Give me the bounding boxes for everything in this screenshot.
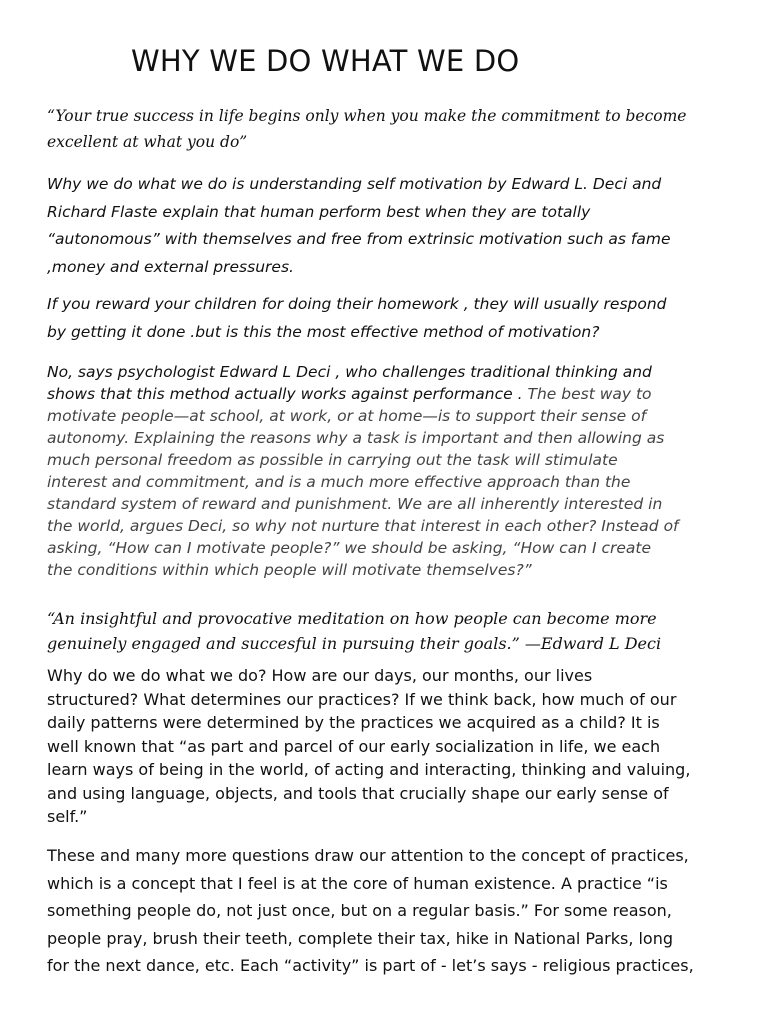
- quoted-text-line: autonomy. Explaining the reasons why a task is important and then allowing as: [47, 429, 665, 447]
- quoted-text-line: much personal freedom as possible in carrying out the task will stimulate: [47, 451, 618, 469]
- text-line: Why we do what we do is understanding self motivation by Edward L. Deci and: [47, 175, 662, 193]
- text-line: These and many more questions draw our attention to the concept of practices,: [47, 846, 689, 865]
- text-segment: shows that this method actually works against performance .: [47, 385, 528, 403]
- text-line: Why do we do what we do? How are our days, our months, our lives: [47, 666, 593, 685]
- text-line: “autonomous” with themselves and free from extrinsic motivation such as fame: [47, 230, 671, 248]
- quoted-text-line: asking, “How can I motivate people?” we should be asking, “How can I create: [47, 539, 651, 557]
- quote-line: excellent at what you do”: [47, 133, 248, 151]
- practices-paragraph: [47, 842, 727, 980]
- quote-line: “An insightful and provocative meditation on how people can become more: [47, 609, 657, 628]
- text-line: daily patterns were determined by the practices we acquired as a child? It is: [47, 713, 660, 732]
- text-line: people pray, brush their teeth, complete their tax, hike in National Parks, long: [47, 928, 674, 948]
- quoted-text-line: the world, argues Deci, so why not nurture that interest in each other? Instead of: [47, 517, 679, 535]
- reward-paragraph: [47, 291, 727, 346]
- deci-paragraph: [47, 361, 727, 581]
- quote-line: genuinely engaged and succesful in pursuing their goals.” —Edward L Deci: [47, 634, 662, 653]
- text-line: Richard Flaste explain that human perform best when they are totally: [47, 202, 591, 221]
- text-line: structured? What determines our practices? If we think back, how much of our: [47, 689, 677, 709]
- text-line: self.”: [47, 807, 88, 826]
- text-line: by getting it done .but is this the most effective method of motivation?: [47, 322, 600, 341]
- opening-quote: [47, 103, 727, 155]
- deci-quote: [47, 606, 727, 656]
- text-line: for the next dance, etc. Each “activity” is part of - let’s says - religious practices,: [47, 956, 694, 975]
- quoted-text-line: interest and commitment, and is a much more effective approach than the: [47, 473, 631, 491]
- text-line: and using language, objects, and tools that crucially shape our early sense of: [47, 783, 669, 803]
- text-line: well known that “as part and parcel of our early socialization in life, we each: [47, 736, 661, 756]
- questions-paragraph: [47, 664, 727, 829]
- text-line: something people do, not just once, but on a regular basis.” For some reason,: [47, 901, 672, 920]
- text-line: learn ways of being in the world, of acting and interacting, thinking and valuing,: [47, 760, 691, 779]
- text-line: No, says psychologist Edward L Deci , who challenges traditional thinking and: [47, 363, 652, 381]
- quoted-text-line: the conditions within which people will motivate themselves?”: [47, 561, 532, 579]
- intro-paragraph: [47, 171, 727, 281]
- page-title: WHY WE DO WHAT WE DO: [131, 44, 520, 78]
- quoted-text-line: standard system of reward and punishment. We are all inherently interested in: [47, 495, 663, 513]
- quote-line: “Your true success in life begins only when you make the commitment to become: [47, 107, 687, 125]
- text-line: [47, 383, 727, 405]
- quoted-text-line: motivate people—at school, at work, or at home—is to support their sense of: [47, 407, 647, 425]
- text-line: ,money and external pressures.: [47, 257, 294, 276]
- text-line: which is a concept that I feel is at the core of human existence. A practice “is: [47, 873, 668, 893]
- quoted-text-segment: The best way to: [527, 385, 652, 403]
- text-line: If you reward your children for doing their homework , they will usually respond: [47, 295, 667, 313]
